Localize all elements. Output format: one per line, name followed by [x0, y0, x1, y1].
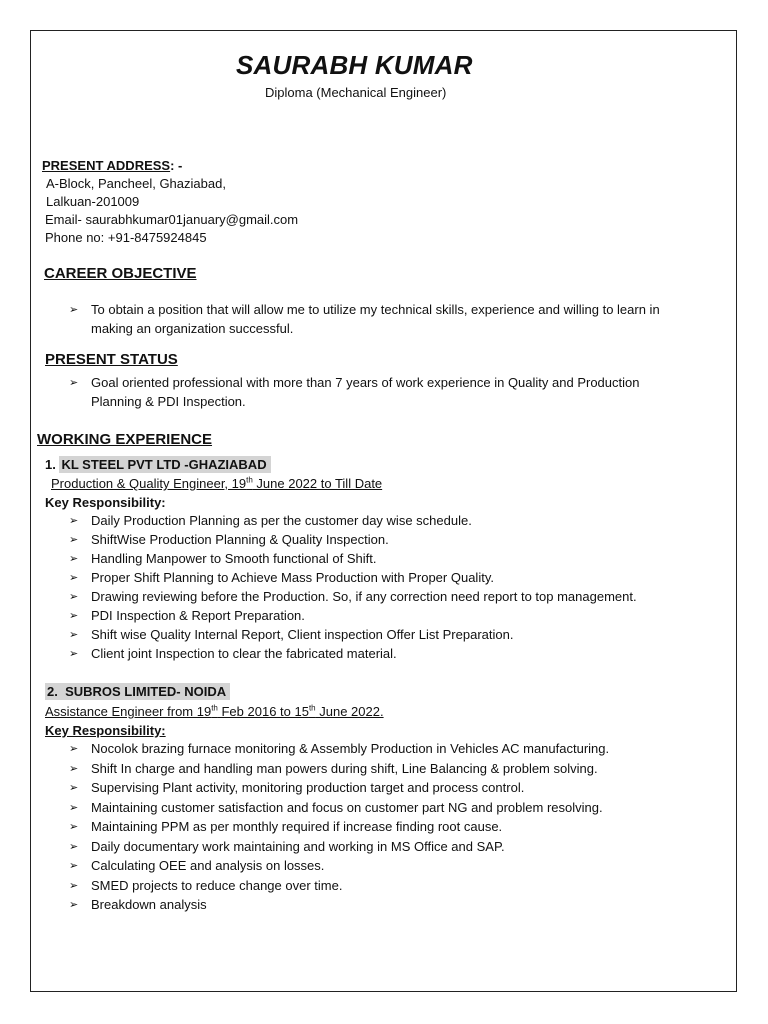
job2-role-text: Assistance Engineer from 19	[45, 704, 212, 719]
responsibility-item	[69, 838, 505, 857]
job2-role	[45, 703, 384, 721]
career-objective-line-1: To obtain a position that will allow me to utilize my technical skills, experience and willing to learn in	[91, 302, 660, 317]
career-objective-item	[69, 301, 660, 338]
bullet-arrow-icon: ➢	[69, 591, 79, 603]
responsibility-item	[69, 588, 637, 607]
bullet-arrow-icon: ➢	[69, 553, 79, 565]
job2-number: 2.	[47, 684, 58, 699]
responsibility-text: ShiftWise Production Planning & Quality Inspection.	[91, 532, 389, 547]
bullet-arrow-icon: ➢	[69, 840, 79, 853]
responsibility-item	[69, 512, 472, 531]
bullet-arrow-icon: ➢	[69, 762, 79, 775]
job1-role-text-end: June 2022 to Till Date	[252, 476, 383, 491]
responsibility-text: PDI Inspection & Report Preparation.	[91, 608, 305, 623]
job1-role-sup: th	[246, 475, 253, 485]
job2-company: SUBROS LIMITED- NOIDA	[65, 684, 227, 699]
working-experience-heading: WORKING EXPERIENCE	[37, 431, 213, 448]
address-line-2: Lalkuan-201009	[46, 194, 140, 209]
responsibility-item	[69, 550, 377, 569]
job1-company-line	[45, 456, 271, 474]
bullet-arrow-icon: ➢	[69, 821, 79, 833]
bullet-arrow-icon: ➢	[69, 860, 79, 872]
responsibility-text: Daily documentary work maintaining and working in MS Office and SAP.	[91, 838, 505, 854]
career-objective-heading: CAREER OBJECTIVE	[44, 265, 197, 282]
responsibility-text: Supervising Plant activity, monitoring production target and process control.	[91, 780, 525, 795]
job2-role-text-mid: Feb 2016 to 15	[217, 704, 309, 719]
responsibility-item	[69, 645, 397, 664]
responsibility-item	[69, 740, 610, 759]
bullet-arrow-icon: ➢	[69, 515, 79, 527]
candidate-qualification: Diploma (Mechanical Engineer)	[265, 85, 447, 100]
responsibility-item	[69, 607, 305, 626]
responsibility-text: Proper Shift Planning to Achieve Mass Production with Proper Quality.	[91, 570, 494, 585]
bullet-arrow-icon: ➢	[69, 801, 79, 814]
bullet-arrow-icon: ➢	[69, 377, 79, 389]
address-heading-label: PRESENT ADDRESS	[42, 158, 171, 173]
responsibility-text: Breakdown analysis	[91, 897, 207, 912]
bullet-arrow-icon: ➢	[69, 610, 79, 622]
bullet-arrow-icon: ➢	[69, 782, 79, 794]
responsibility-item	[69, 818, 503, 837]
job1-role-text: Production & Quality Engineer, 19	[51, 476, 247, 491]
job2-responsibility-heading: Key Responsibility:	[45, 723, 166, 738]
bullet-arrow-icon: ➢	[69, 879, 79, 892]
responsibility-item	[69, 531, 389, 550]
responsibility-item	[69, 626, 514, 645]
responsibility-item	[69, 857, 325, 876]
address-phone: Phone no: +91-8475924845	[45, 230, 207, 245]
responsibility-text: Calculating OEE and analysis on losses.	[91, 858, 325, 873]
responsibility-text: Daily Production Planning as per the customer day wise schedule.	[91, 513, 472, 528]
bullet-arrow-icon: ➢	[69, 743, 79, 755]
job1-company: KL STEEL PVT LTD -GHAZIABAD	[59, 456, 270, 473]
career-objective-line-2: making an organization successful.	[91, 320, 294, 336]
bullet-arrow-icon: ➢	[69, 629, 79, 641]
responsibility-text: Shift wise Quality Internal Report, Client inspection Offer List Preparation.	[91, 627, 514, 642]
responsibility-item	[69, 569, 494, 588]
responsibility-item	[69, 779, 525, 798]
job1-role	[51, 475, 382, 493]
job1-responsibility-heading: Key Responsibility:	[45, 495, 166, 510]
present-status-line-1: Goal oriented professional with more than 7 years of work experience in Quality and Production	[91, 375, 640, 390]
responsibility-item	[69, 760, 598, 779]
responsibility-text: Handling Manpower to Smooth functional of Shift.	[91, 551, 377, 566]
address-email: Email- saurabhkumar01january@gmail.com	[45, 212, 299, 227]
bullet-arrow-icon: ➢	[69, 572, 79, 584]
present-status-line-2: Planning & PDI Inspection.	[91, 393, 246, 409]
address-line-1: A-Block, Pancheel, Ghaziabad,	[46, 176, 226, 191]
job2-role-sup-2: th	[308, 703, 316, 713]
present-status-heading: PRESENT STATUS	[45, 351, 178, 368]
bullet-arrow-icon: ➢	[69, 648, 79, 660]
responsibility-text: SMED projects to reduce change over time.	[91, 877, 343, 893]
present-status-item	[69, 374, 640, 411]
bullet-arrow-icon: ➢	[69, 304, 79, 316]
responsibility-text: Shift In charge and handling man powers during shift, Line Balancing & problem solving.	[91, 760, 598, 776]
responsibility-item	[69, 896, 207, 915]
job1-number: 1.	[45, 457, 56, 472]
responsibility-text: Maintaining PPM as per monthly required if increase finding root cause.	[91, 819, 503, 834]
job2-role-text-end: June 2022.	[315, 704, 384, 719]
candidate-name: SAURABH KUMAR	[236, 50, 473, 80]
responsibility-text: Drawing reviewing before the Production. So, if any correction need report to top management.	[91, 589, 637, 604]
address-heading-suffix: : -	[170, 158, 183, 173]
job2-company-line	[45, 683, 230, 701]
bullet-arrow-icon: ➢	[69, 534, 79, 546]
responsibility-item	[69, 877, 343, 896]
address-heading	[42, 157, 182, 175]
responsibility-text: Maintaining customer satisfaction and focus on customer part NG and problem resolving.	[91, 799, 603, 815]
bullet-arrow-icon: ➢	[69, 899, 79, 911]
job2-role-sup-1: th	[211, 703, 218, 713]
responsibility-item	[69, 799, 603, 818]
responsibility-text: Nocolok brazing furnace monitoring & Assembly Production in Vehicles AC manufacturing.	[91, 741, 610, 756]
responsibility-text: Client joint Inspection to clear the fabricated material.	[91, 646, 397, 661]
job2-company-shade	[45, 683, 230, 700]
